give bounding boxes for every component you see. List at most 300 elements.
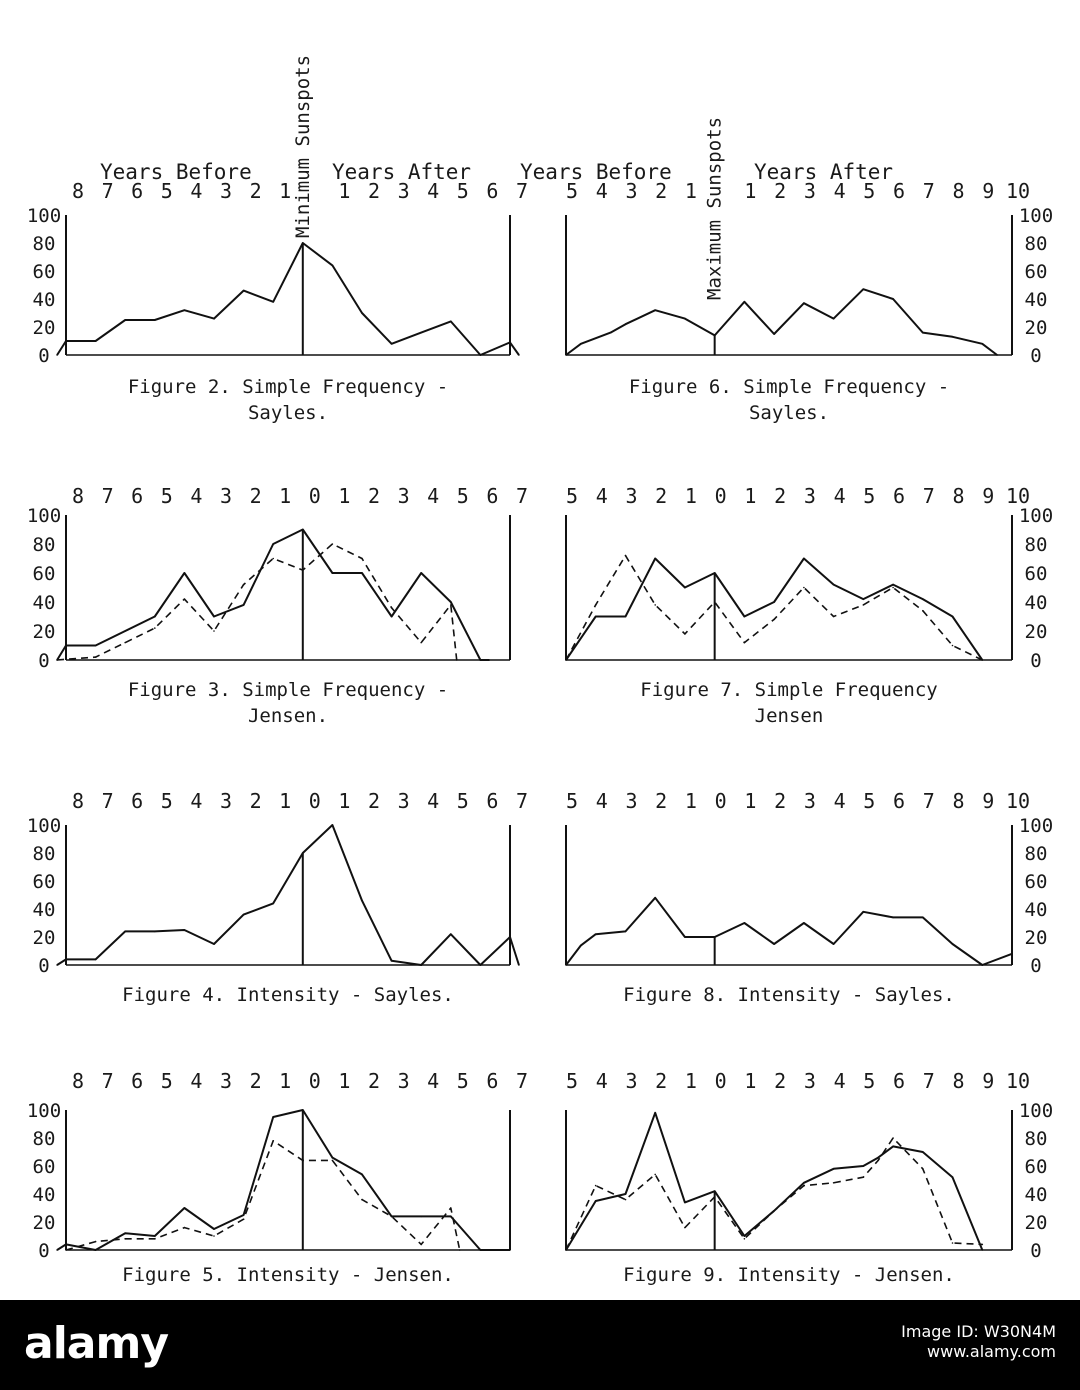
fig2-xtick-13: 5 xyxy=(456,179,469,203)
years-before-right: Years Before xyxy=(520,160,672,184)
fig3-xtick-7: 1 xyxy=(279,484,292,508)
fig4-xtick-11: 3 xyxy=(397,789,410,813)
fig8-sayles-point-5 xyxy=(684,936,686,938)
fig3-jensen-point-8 xyxy=(302,569,304,571)
fig9-sayles-point-5 xyxy=(714,1190,716,1192)
fig3-ytick-1: 80 xyxy=(32,534,56,556)
fig5-jensen-point-14 xyxy=(459,1249,461,1251)
fig3-xtick-9: 1 xyxy=(338,484,351,508)
fig4-ytick-3: 40 xyxy=(32,899,56,921)
fig6-sayles-point-12 xyxy=(892,298,894,300)
fig3-sayles-point-11 xyxy=(361,572,363,574)
fig4-sayles-point-7 xyxy=(243,914,245,916)
fig9-jensen-point-8 xyxy=(803,1185,805,1187)
fig9-xtick-2: 3 xyxy=(625,1069,638,1093)
fig8-xtick-7: 2 xyxy=(774,789,787,813)
fig2-xtick-9: 1 xyxy=(338,179,351,203)
fig5-xtick-12: 4 xyxy=(427,1069,440,1093)
fig3-subtitle: Jensen. xyxy=(247,705,329,727)
fig9-jensen-point-6 xyxy=(744,1238,746,1240)
fig9-jensen-point-11 xyxy=(877,1160,879,1162)
fig4-xtick-8: 0 xyxy=(308,789,321,813)
fig9-jensen-point-1 xyxy=(595,1185,597,1187)
fig2-xtick-6: 2 xyxy=(249,179,262,203)
fig3-xtick-14: 6 xyxy=(486,484,499,508)
fig3-jensen-point-12 xyxy=(420,642,422,644)
fig9-xtick-8: 3 xyxy=(803,1069,816,1093)
fig3-jensen-point-0 xyxy=(56,659,58,661)
fig6-sayles-point-14 xyxy=(952,336,954,338)
fig9-sayles-point-3 xyxy=(654,1112,656,1114)
fig2-sayles-point-15 xyxy=(480,354,482,356)
fig7-sayles-point-8 xyxy=(803,558,805,560)
fig3-xtick-6: 2 xyxy=(249,484,262,508)
fig3-xtick-11: 3 xyxy=(397,484,410,508)
fig6-sayles-point-2 xyxy=(610,332,612,334)
fig2-ytick-3: 40 xyxy=(32,289,56,311)
fig6-sayles-point-8 xyxy=(773,333,775,335)
fig7-xtick-12: 7 xyxy=(922,484,935,508)
fig9-sayles-point-12 xyxy=(892,1146,894,1148)
fig9-jensen-point-3 xyxy=(654,1174,656,1176)
fig5-jensen-point-6 xyxy=(243,1218,245,1220)
fig3-sayles-point-14 xyxy=(450,601,452,603)
fig2-sayles-point-0 xyxy=(56,354,58,356)
fig7-sayles-point-10 xyxy=(863,598,865,600)
fig7-jensen-point-7 xyxy=(773,619,775,621)
fig8-sayles-point-7 xyxy=(744,922,746,924)
fig8-sayles-point-12 xyxy=(892,917,894,919)
fig4-sayles-point-5 xyxy=(184,929,186,931)
fig9-xtick-6: 1 xyxy=(744,1069,757,1093)
fig2-xtick-0: 8 xyxy=(71,179,85,203)
fig8-sayles-point-14 xyxy=(952,943,954,945)
fig7-sayles-point-6 xyxy=(744,616,746,618)
fig8-sayles-point-16 xyxy=(1011,953,1013,955)
fig6-xtick-3: 2 xyxy=(655,179,668,203)
fig5-xtick-11: 3 xyxy=(397,1069,410,1093)
fig3-sayles-point-2 xyxy=(95,645,97,647)
fig5-xtick-3: 5 xyxy=(160,1069,173,1093)
fig2-xtick-2: 6 xyxy=(131,179,144,203)
fig5-xtick-13: 5 xyxy=(456,1069,469,1093)
fig9-caption xyxy=(623,1262,955,1288)
fig6-sayles-point-15 xyxy=(982,343,984,345)
fig4-xtick-7: 1 xyxy=(279,789,292,813)
fig5-sayles-point-11 xyxy=(361,1174,363,1176)
fig2-sayles-point-11 xyxy=(361,312,363,314)
fig2-xtick-15: 7 xyxy=(515,179,529,203)
fig6-xtick-9: 4 xyxy=(833,179,846,203)
fig5-ytick-1: 80 xyxy=(32,1128,56,1150)
fig9-title: Figure 9. Intensity - Jensen. xyxy=(623,1264,955,1286)
fig7-sayles-point-12 xyxy=(922,598,924,600)
fig9-xtick-15: 10 xyxy=(1005,1069,1031,1093)
fig5-jensen-point-5 xyxy=(213,1235,215,1237)
fig9-jensen-point-0 xyxy=(565,1249,567,1251)
fig5-jensen-point-1 xyxy=(95,1241,97,1243)
fig8-ytick-2: 60 xyxy=(1024,871,1048,893)
fig3-sayles-point-1 xyxy=(65,645,67,647)
fig3-xtick-5: 3 xyxy=(219,484,233,508)
fig6-xtick-11: 6 xyxy=(893,179,906,203)
fig9-sayles-point-1 xyxy=(595,1200,597,1202)
fig3-jensen-point-1 xyxy=(95,656,97,658)
fig8-xtick-3: 2 xyxy=(655,789,668,813)
fig6-xtick-0: 5 xyxy=(565,179,579,203)
fig4-xtick-15: 7 xyxy=(515,789,529,813)
fig5-sayles-point-2 xyxy=(95,1249,97,1251)
fig6-xtick-12: 7 xyxy=(922,179,935,203)
fig9-xtick-13: 8 xyxy=(952,1069,965,1093)
fig3-xtick-12: 4 xyxy=(427,484,440,508)
fig6-sayles-point-7 xyxy=(744,301,746,303)
fig9-jensen-point-9 xyxy=(833,1182,835,1184)
fig9-jensen-point-15 xyxy=(982,1244,984,1246)
fig7-sayles-point-2 xyxy=(625,616,627,618)
fig4-sayles-point-16 xyxy=(509,936,511,938)
fig7-xtick-0: 5 xyxy=(565,484,579,508)
fig7-jensen-point-8 xyxy=(803,587,805,589)
fig6-sayles-point-11 xyxy=(863,288,865,290)
fig8-xtick-4: 1 xyxy=(684,789,697,813)
fig4-sayles-point-10 xyxy=(332,824,334,826)
fig2-sayles-point-10 xyxy=(332,265,334,267)
fig4-sayles-point-6 xyxy=(213,943,215,945)
fig7-ytick-2: 60 xyxy=(1024,563,1048,585)
fig2-xtick-10: 2 xyxy=(367,179,381,203)
fig9-sayles-point-13 xyxy=(922,1151,924,1153)
fig2-sayles-point-1 xyxy=(65,340,67,342)
fig5-jensen-point-9 xyxy=(332,1160,334,1162)
fig4-series-sayles-line xyxy=(57,825,519,965)
fig8-xtick-9: 4 xyxy=(833,789,846,813)
fig3-ytick-2: 60 xyxy=(32,563,56,585)
fig3-series-sayles-line xyxy=(57,530,489,661)
fig6-series-sayles-line xyxy=(566,289,997,355)
fig5-jensen-point-13 xyxy=(450,1207,452,1209)
fig2-xtick-3: 5 xyxy=(160,179,173,203)
fig4-xtick-3: 5 xyxy=(160,789,173,813)
fig5-title: Figure 5. Intensity - Jensen. xyxy=(122,1264,454,1286)
fig7-jensen-point-3 xyxy=(654,604,656,606)
fig8-ytick-4: 20 xyxy=(1024,927,1048,949)
fig7-jensen-point-5 xyxy=(714,601,716,603)
fig5-sayles-point-6 xyxy=(213,1228,215,1230)
fig7-series-jensen-line xyxy=(566,556,982,660)
fig2-xtick-1: 7 xyxy=(101,179,114,203)
fig8-xtick-10: 5 xyxy=(863,789,876,813)
fig4-ytick-4: 20 xyxy=(32,927,56,949)
fig4-xtick-13: 5 xyxy=(456,789,469,813)
fig5-jensen-point-10 xyxy=(361,1199,363,1201)
fig8-sayles-point-9 xyxy=(803,922,805,924)
fig2-sayles-point-6 xyxy=(213,318,215,320)
fig8-sayles-point-2 xyxy=(595,933,597,935)
fig5-xtick-14: 6 xyxy=(486,1069,499,1093)
fig2-ytick-1: 80 xyxy=(32,233,56,255)
fig8-title: Figure 8. Intensity - Sayles. xyxy=(623,984,955,1006)
fig7-xtick-9: 4 xyxy=(833,484,846,508)
fig3-jensen-point-3 xyxy=(154,627,156,629)
fig5-xtick-2: 6 xyxy=(131,1069,144,1093)
fig7-xtick-11: 6 xyxy=(893,484,906,508)
fig3-sayles-point-10 xyxy=(332,572,334,574)
fig7-caption xyxy=(640,677,937,729)
fig6-ytick-0: 100 xyxy=(1018,205,1054,227)
fig6-ytick-4: 20 xyxy=(1024,317,1048,339)
fig2-xtick-4: 4 xyxy=(190,179,203,203)
fig2-xtick-5: 3 xyxy=(219,179,233,203)
fig7-jensen-point-6 xyxy=(744,642,746,644)
fig4-sayles-point-15 xyxy=(480,964,482,966)
fig8-sayles-point-15 xyxy=(982,964,984,966)
fig9-series-jensen-line xyxy=(566,1138,982,1250)
fig5-sayles-point-15 xyxy=(480,1249,482,1251)
fig6-ytick-5: 0 xyxy=(1030,345,1042,367)
fig3-caption xyxy=(128,677,448,729)
fig4-caption xyxy=(122,982,454,1008)
fig3-xtick-10: 2 xyxy=(367,484,381,508)
fig5-xtick-6: 2 xyxy=(249,1069,262,1093)
fig8-ytick-3: 40 xyxy=(1024,899,1048,921)
image-id: Image ID: W30N4M xyxy=(901,1322,1056,1341)
years-before-left: Years Before xyxy=(100,160,252,184)
fig6-sayles-point-6 xyxy=(714,335,716,337)
fig3-jensen-point-14 xyxy=(456,659,458,661)
fig5-sayles-point-1 xyxy=(65,1244,67,1246)
fig6-sayles-point-1 xyxy=(580,343,582,345)
fig7-ytick-4: 20 xyxy=(1024,621,1048,643)
fig5-xtick-0: 8 xyxy=(71,1069,85,1093)
watermark-info xyxy=(901,1322,1056,1362)
fig9-xtick-1: 4 xyxy=(595,1069,608,1093)
fig3-jensen-point-5 xyxy=(213,630,215,632)
fig2-sayles-point-16 xyxy=(509,342,511,344)
fig8-ytick-5: 0 xyxy=(1030,955,1042,977)
fig8-xtick-2: 3 xyxy=(625,789,638,813)
fig5-jensen-point-3 xyxy=(154,1238,156,1240)
fig9-sayles-point-10 xyxy=(863,1165,865,1167)
fig9-sayles-point-4 xyxy=(684,1202,686,1204)
fig8-xtick-11: 6 xyxy=(893,789,906,813)
fig4-sayles-point-1 xyxy=(65,959,67,961)
fig4-sayles-point-3 xyxy=(124,931,126,933)
fig7-sayles-point-7 xyxy=(773,601,775,603)
fig7-sayles-point-13 xyxy=(952,616,954,618)
fig3-jensen-point-10 xyxy=(361,558,363,560)
fig5-ytick-0: 100 xyxy=(26,1100,62,1122)
fig6-xtick-1: 4 xyxy=(595,179,608,203)
fig6-ytick-3: 40 xyxy=(1024,289,1048,311)
fig5-sayles-point-8 xyxy=(272,1116,274,1118)
fig2-ytick-5: 0 xyxy=(38,345,50,367)
fig9-ytick-4: 20 xyxy=(1024,1212,1048,1234)
fig4-xtick-12: 4 xyxy=(427,789,440,813)
fig5-xtick-8: 0 xyxy=(308,1069,321,1093)
fig3-jensen-point-4 xyxy=(184,598,186,600)
fig7-sayles-point-9 xyxy=(833,584,835,586)
fig3-ytick-5: 0 xyxy=(38,650,50,672)
fig7-xtick-4: 1 xyxy=(684,484,697,508)
fig3-jensen-point-9 xyxy=(332,543,334,545)
fig9-jensen-point-4 xyxy=(684,1227,686,1229)
fig4-sayles-point-4 xyxy=(154,931,156,933)
fig9-ytick-0: 100 xyxy=(1018,1100,1054,1122)
fig9-jensen-point-5 xyxy=(714,1196,716,1198)
fig5-sayles-point-16 xyxy=(509,1249,511,1251)
fig9-sayles-point-2 xyxy=(625,1193,627,1195)
fig5-sayles-point-10 xyxy=(332,1157,334,1159)
fig7-jensen-point-4 xyxy=(684,633,686,635)
fig4-sayles-point-9 xyxy=(302,852,304,854)
fig3-xtick-15: 7 xyxy=(515,484,529,508)
fig6-ytick-1: 80 xyxy=(1024,233,1048,255)
fig7-sayles-point-11 xyxy=(892,584,894,586)
maximum-sunspots-label: Maximum Sunspots xyxy=(703,116,726,300)
fig3-xtick-0: 8 xyxy=(71,484,85,508)
years-after-left: Years After xyxy=(332,160,472,184)
fig3-jensen-point-6 xyxy=(243,584,245,586)
fig4-xtick-6: 2 xyxy=(249,789,262,813)
fig2-xtick-11: 3 xyxy=(397,179,410,203)
fig6-sayles-point-16 xyxy=(996,354,998,356)
fig3-series-jensen-line xyxy=(57,544,457,660)
fig8-sayles-point-11 xyxy=(863,911,865,913)
fig7-jensen-point-10 xyxy=(863,604,865,606)
fig7-jensen-point-14 xyxy=(982,659,984,661)
fig5-sayles-point-14 xyxy=(450,1216,452,1218)
fig8-xtick-6: 1 xyxy=(744,789,757,813)
fig7-xtick-5: 0 xyxy=(714,484,727,508)
fig9-jensen-point-10 xyxy=(863,1176,865,1178)
fig9-jensen-point-12 xyxy=(892,1137,894,1139)
fig4-xtick-2: 6 xyxy=(131,789,144,813)
fig9-ytick-1: 80 xyxy=(1024,1128,1048,1150)
fig8-xtick-1: 4 xyxy=(595,789,608,813)
fig3-jensen-point-7 xyxy=(272,558,274,560)
fig7-xtick-3: 2 xyxy=(655,484,668,508)
fig6-xtick-7: 2 xyxy=(774,179,787,203)
fig6-xtick-6: 1 xyxy=(744,179,757,203)
fig5-sayles-point-3 xyxy=(124,1232,126,1234)
fig9-xtick-5: 0 xyxy=(714,1069,727,1093)
fig8-sayles-point-10 xyxy=(833,943,835,945)
fig4-ytick-5: 0 xyxy=(38,955,50,977)
fig8-series-sayles-line xyxy=(566,898,1012,965)
fig6-sayles-point-5 xyxy=(684,318,686,320)
fig7-xtick-13: 8 xyxy=(952,484,965,508)
fig6-sayles-point-0 xyxy=(565,354,567,356)
fig7-title: Figure 7. Simple Frequency xyxy=(640,679,938,701)
fig5-xtick-9: 1 xyxy=(338,1069,351,1093)
fig5-caption xyxy=(122,1262,454,1288)
fig4-xtick-1: 7 xyxy=(101,789,114,813)
fig2-xtick-14: 6 xyxy=(486,179,499,203)
fig4-ytick-1: 80 xyxy=(32,843,56,865)
fig8-xtick-5: 0 xyxy=(714,789,727,813)
fig2-ytick-2: 60 xyxy=(32,261,56,283)
fig3-jensen-point-13 xyxy=(450,604,452,606)
fig6-title: Figure 6. Simple Frequency - xyxy=(628,376,950,398)
fig7-xtick-10: 5 xyxy=(863,484,876,508)
fig8-sayles-point-0 xyxy=(565,964,567,966)
fig7-xtick-8: 3 xyxy=(803,484,816,508)
fig8-xtick-13: 8 xyxy=(952,789,965,813)
fig3-sayles-point-7 xyxy=(243,604,245,606)
fig4-ytick-2: 60 xyxy=(32,871,56,893)
fig7-xtick-15: 10 xyxy=(1005,484,1031,508)
fig3-sayles-point-3 xyxy=(124,630,126,632)
fig5-sayles-point-4 xyxy=(154,1235,156,1237)
fig5-jensen-point-12 xyxy=(420,1244,422,1246)
fig7-sayles-point-3 xyxy=(654,558,656,560)
minimum-sunspots-label: Minimum Sunspots xyxy=(291,54,314,238)
fig3-sayles-point-8 xyxy=(272,543,274,545)
fig2-ytick-4: 20 xyxy=(32,317,56,339)
fig2-sayles-point-5 xyxy=(184,309,186,311)
fig2-sayles-point-13 xyxy=(420,332,422,334)
fig4-xtick-0: 8 xyxy=(71,789,85,813)
fig4-sayles-point-17 xyxy=(518,964,520,966)
fig5-series-sayles-line xyxy=(57,1110,510,1250)
fig7-ytick-1: 80 xyxy=(1024,534,1048,556)
fig5-jensen-point-4 xyxy=(184,1227,186,1229)
fig5-ytick-2: 60 xyxy=(32,1156,56,1178)
fig3-sayles-point-13 xyxy=(420,572,422,574)
watermark-bar xyxy=(0,1300,1080,1390)
fig2-title: Figure 2. Simple Frequency - xyxy=(127,376,449,398)
fig8-sayles-point-4 xyxy=(654,897,656,899)
fig5-ytick-5: 0 xyxy=(38,1240,50,1262)
fig5-jensen-point-2 xyxy=(124,1238,126,1240)
fig5-jensen-point-0 xyxy=(65,1249,67,1251)
fig2-sayles-point-12 xyxy=(391,343,393,345)
fig7-series-sayles-line xyxy=(566,559,982,661)
fig9-xtick-9: 4 xyxy=(833,1069,846,1093)
fig6-xtick-8: 3 xyxy=(803,179,816,203)
fig4-sayles-point-11 xyxy=(361,900,363,902)
fig7-jensen-point-2 xyxy=(625,555,627,557)
fig4-xtick-5: 3 xyxy=(219,789,233,813)
fig6-xtick-14: 9 xyxy=(982,179,995,203)
fig6-xtick-13: 8 xyxy=(952,179,965,203)
fig9-xtick-3: 2 xyxy=(655,1069,668,1093)
fig2-sayles-point-7 xyxy=(243,290,245,292)
fig6-sayles-point-10 xyxy=(833,318,835,320)
fig2-sayles-point-3 xyxy=(124,319,126,321)
fig6-sayles-point-9 xyxy=(803,302,805,304)
fig7-jensen-point-0 xyxy=(565,659,567,661)
fig8-xtick-14: 9 xyxy=(982,789,995,813)
fig2-sayles-point-9 xyxy=(302,242,304,244)
fig3-xtick-8: 0 xyxy=(308,484,321,508)
fig7-ytick-0: 100 xyxy=(1018,505,1054,527)
fig7-ytick-3: 40 xyxy=(1024,592,1048,614)
alamy-logo: alamy xyxy=(24,1318,168,1369)
fig7-xtick-6: 1 xyxy=(744,484,757,508)
fig4-xtick-4: 4 xyxy=(190,789,203,813)
fig7-jensen-point-13 xyxy=(952,645,954,647)
fig3-ytick-4: 20 xyxy=(32,621,56,643)
fig4-xtick-10: 2 xyxy=(367,789,381,813)
fig4-ytick-0: 100 xyxy=(26,815,62,837)
fig9-xtick-11: 6 xyxy=(893,1069,906,1093)
fig8-ytick-1: 80 xyxy=(1024,843,1048,865)
fig6-xtick-10: 5 xyxy=(863,179,876,203)
fig3-xtick-3: 5 xyxy=(160,484,173,508)
fig2-sayles-point-17 xyxy=(518,354,520,356)
